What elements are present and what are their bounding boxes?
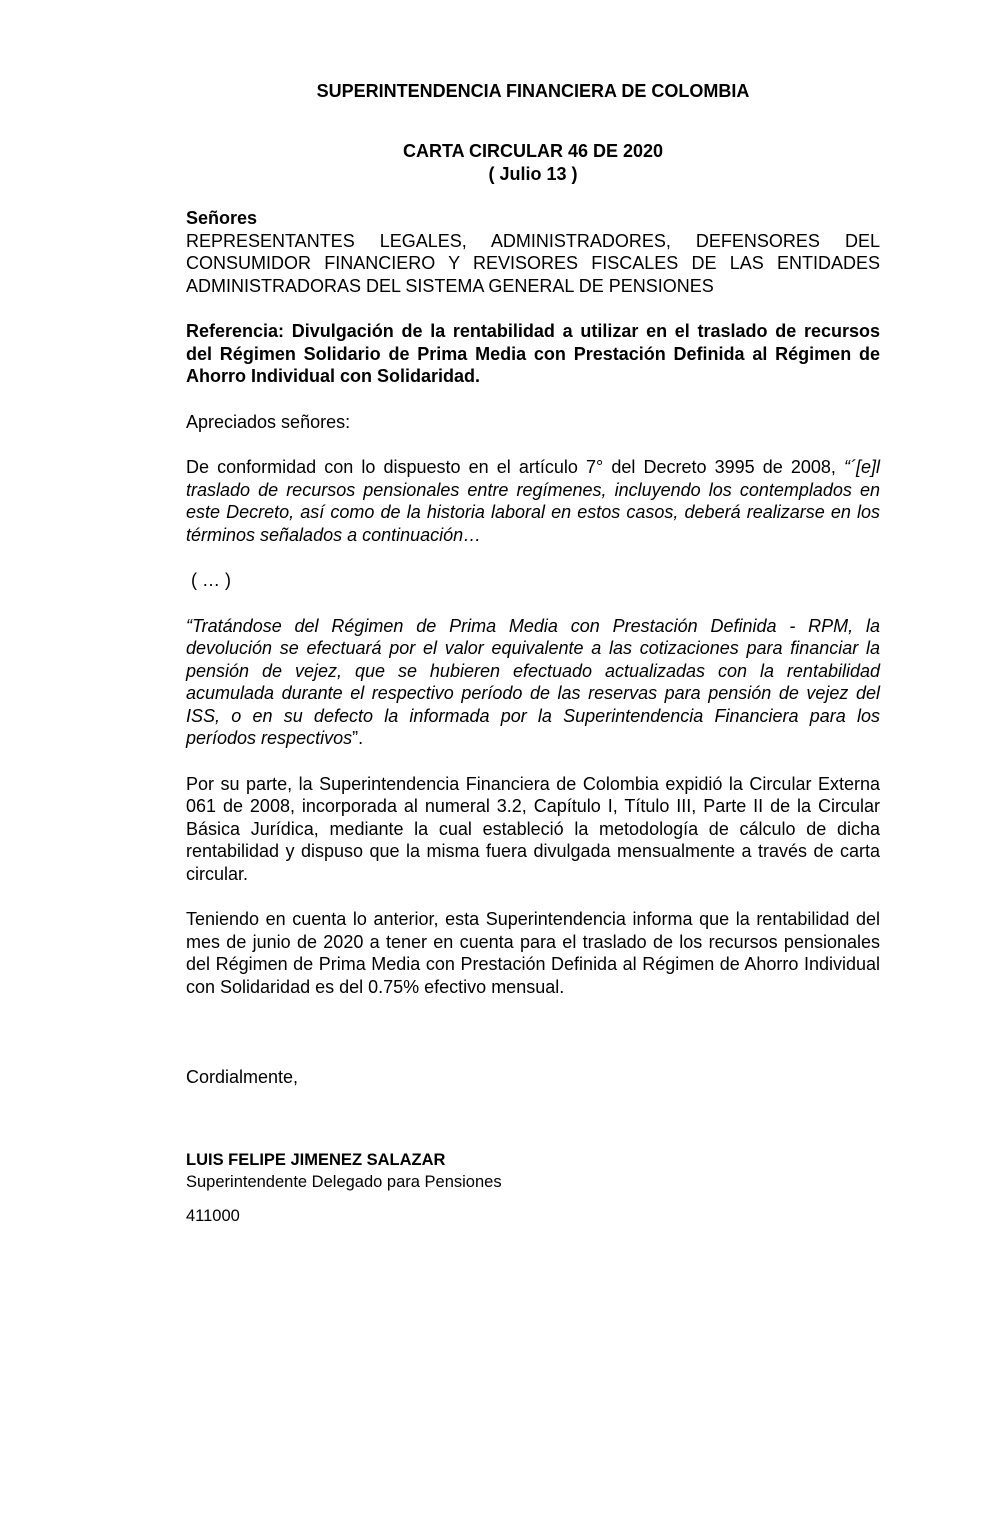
reference-line: Referencia: Divulgación de la rentabilidad a utilizar en el traslado de recursos del Régimen Solidario de Prima Media con Prestación Definida al Régimen de Ahorro Individual con Solidaridad. xyxy=(186,321,880,386)
closing: Cordialmente, xyxy=(186,1067,299,1087)
omission-ellipsis: ( … ) xyxy=(186,570,231,590)
salutation-label: Señores xyxy=(186,208,258,228)
circular-date: ( Julio 13 ) xyxy=(488,163,578,184)
rpm-quote-text: “Tratándose del Régimen de Prima Media con Prestación Definida - RPM, la devolución se efectuará por el valor equivalente a las cotizaciones para financiar la pensión de vejez, que se hubieren efectuado actualizadas con la rentabilidad acumulada durante el respectivo período de las reservas para pensión de vejez del ISS, o en su defecto la informada por la Superintendencia Financiera para los períodos respectivos xyxy=(186,615,880,748)
rpm-quote-end: ”. xyxy=(352,728,364,748)
recipients-block: REPRESENTANTES LEGALES, ADMINISTRADORES, DEFENSORES DEL CONSUMIDOR FINANCIERO Y REVISORES FISCALES DE LAS ENTIDADES ADMINISTRADORAS DEL SISTEMA GENERAL DE PENSIONES xyxy=(186,230,880,296)
circular-title: CARTA CIRCULAR 46 DE 2020 xyxy=(402,141,664,161)
document-code: 411000 xyxy=(186,1206,240,1225)
institution-title: SUPERINTENDENCIA FINANCIERA DE COLOMBIA xyxy=(316,81,750,101)
paragraph-circular-externa: Por su parte, la Superintendencia Financiera de Colombia expidió la Circular Externa 061 de 2008, incorporada al numeral 3.2, Capítulo I, Título III, Parte II de la Circular Básica Jurídica, mediante la cual estableció la metodología de cálculo de dicha rentabilidad y dispuso que la misma fuera divulgada mensualmente a través de carta circular. xyxy=(186,773,880,884)
signer-name: LUIS FELIPE JIMENEZ SALAZAR xyxy=(186,1150,446,1169)
paragraph-rentabilidad: Teniendo en cuenta lo anterior, esta Superintendencia informa que la rentabilidad del mes de junio de 2020 a tener en cuenta para el traslado de los recursos pensionales del Régimen de Prima Media con Prestación Definida al Régimen de Ahorro Individual con Solidaridad es del 0.75% efectivo mensual. xyxy=(186,909,880,997)
signer-position: Superintendente Delegado para Pensiones xyxy=(186,1172,502,1191)
paragraph-decree-citation xyxy=(186,456,880,546)
paragraph-rpm-quote xyxy=(186,615,880,750)
letter-page xyxy=(186,80,880,1227)
decree-quote-text: “´[e]l traslado de recursos pensionales entre regímenes, incluyendo los contemplados en este Decreto, así como de la historia laboral en estos casos, deberá realizarse en los términos señalados a continuación… xyxy=(186,457,880,545)
greeting: Apreciados señores: xyxy=(186,411,351,432)
decree-intro-text: De conformidad con lo dispuesto en el artículo 7° del Decreto 3995 de 2008, xyxy=(186,457,844,477)
